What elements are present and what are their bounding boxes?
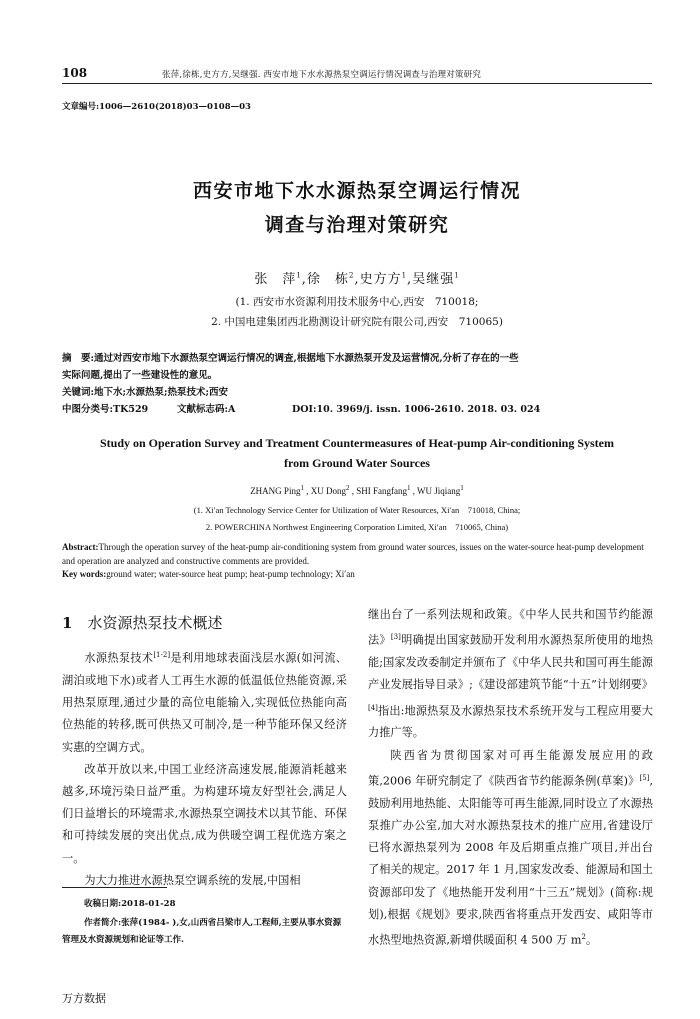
- footnote-divider: [62, 887, 167, 888]
- author-separator: ,: [303, 486, 311, 496]
- paragraph-text: 明确提出国家鼓励开发利用水源热泵所使用的地热能;国家发改委制定并颁布了《中华人民共和国可再生能源产业发展指导目录》;《建设部建筑节能“十五”计划纲要》: [368, 633, 653, 692]
- doi-field: [292, 404, 540, 415]
- paragraph: 改革开放以来,中国工业经济高速发展,能源消耗越来越多,环境污染日益严重。为构建环境友好型社会,满足人们日益增长的环境需求,水源热泵空调技术以其节能、环保和可持续发展的突出优点,成为供暖空调工程优选方案之一。: [62, 762, 347, 865]
- keywords-en-label: Key words:: [62, 569, 107, 579]
- article-number: 文章编号:1006—2610(2018)03—0108—03: [62, 102, 251, 112]
- paragraph-text: 。: [585, 933, 598, 947]
- citation: [1-2]: [153, 651, 171, 659]
- english-author-mark: 1: [300, 484, 304, 492]
- superscript: 2: [581, 933, 586, 942]
- running-header: [62, 66, 652, 84]
- paragraph-text: 是利用地球表面浅层水源(如河流、湖泊或地下水)或者人工再生水源的低温低位热能资源,采用热泵原理,通过少量的高位电能输入,实现低位热能向高位热能的转移,既可供热又可制冷,是一种节能环保又经济实惠的空调方式。: [62, 651, 347, 754]
- abstract-cn-text-2: 实际问题,提出了一些建设性的意见。: [62, 370, 218, 381]
- affiliation-2: 2. 中国电建集团西北勘测设计研究院有限公司,西安 710065): [211, 316, 503, 328]
- english-title-line-1: Study on Operation Survey and Treatment Countermeasures of Heat-pump Air-conditioning System: [99, 436, 615, 450]
- keywords-en-text: ground water; water-source heat pump; heat-pump technology; Xi′an: [106, 569, 355, 579]
- english-title-line-2: from Ground Water Sources: [284, 456, 430, 470]
- abstract-cn-label: 摘 要:: [62, 353, 95, 364]
- page-number: 108: [62, 66, 88, 80]
- footnote-author-bio: 作者简介:张萍(1984- ),女,山西省吕梁市人,工程师,主要从事水资源管理及水资源规划和论证等工作.: [62, 918, 342, 945]
- section-1-heading: [62, 612, 222, 633]
- title-line-2: 调查与治理对策研究: [264, 214, 450, 236]
- english-author-name: SHI Fangfang: [356, 486, 407, 496]
- paragraph-text: ,鼓励利用地热能、太阳能等可再生能源,同时设立了水源热泵推广办公室,加大对水源热泵技术的推广应用,省建设厅已将水源热泵列为 2008 年及后期重点推广项目,并出台了相关的规定。2017 年 1 月,国家发改委、能源局和国土资源部印发了《地热能开发利用“十三五”规划》(简称:规划),根据《规划》要求,陕西省将重点开发西安、咸阳等市水热型地热资源,新增供暖面积 4 500 万 m: [368, 774, 653, 947]
- author-name: 史方方: [359, 272, 402, 287]
- author-name: 徐 栋: [306, 272, 349, 287]
- author-list: 张 萍$^1$,徐 栋$^2$,史方方$^1$,吴继强$^1$: [254, 271, 460, 287]
- english-author-mark: 1: [406, 484, 411, 492]
- english-affiliation-1: (1. Xi′an Technology Service Center for Utilization of Water Resources, Xi′an 710018, China;: [193, 505, 521, 515]
- left-column: [62, 644, 347, 892]
- doc-code-label: 文献标志码:: [177, 404, 229, 415]
- english-author-mark: 1: [460, 484, 464, 492]
- author-affiliation-mark: 1: [296, 271, 302, 280]
- author-affiliation-mark: 1: [401, 271, 408, 280]
- author-name: 张 萍: [254, 272, 297, 287]
- citation: [3]: [390, 633, 401, 642]
- affiliation-1: (1. 西安市水资源利用技术服务中心,西安 710018;: [235, 296, 479, 308]
- clc-field: [62, 401, 177, 418]
- english-author-name: WU Jiqiang: [417, 486, 461, 496]
- watermark-text: 万方数据: [62, 992, 106, 1005]
- doi-value: 10. 3969/j. issn. 1006-2610. 2018. 03. 024: [316, 404, 541, 415]
- doc-code-field: [177, 401, 292, 418]
- author-separator: ,: [410, 486, 418, 496]
- abstract-en: [62, 541, 652, 582]
- author-separator: ,: [349, 486, 357, 496]
- received-date: 收稿日期:2018-01-28: [84, 899, 176, 909]
- english-author-mark: 2: [345, 484, 350, 492]
- title-line-1: 西安市地下水水源热泵空调运行情况: [192, 180, 521, 202]
- paragraph-text: 水源热泵技术: [84, 651, 154, 665]
- paragraph-text: 指出:地源热泵及水源热泵技术系统开发与工程应用要大力推广等。: [368, 704, 653, 740]
- abstract-cn-text-1: 通过对西安市地下水源热泵空调运行情况的调查,根据地下水源热泵开发及运营情况,分析了存在的一些: [94, 353, 519, 364]
- paragraph: 为大力推进水源热泵空调系统的发展,中国相: [84, 873, 301, 887]
- paragraph-text: 继出台了一系列法规和政策。《中华人民共和国节约能源法》: [368, 608, 653, 647]
- abstract-cn: [62, 350, 652, 418]
- paragraph: [368, 745, 653, 952]
- author-affiliation-mark: 2: [348, 271, 355, 280]
- english-author-name: ZHANG Ping: [250, 486, 301, 496]
- keywords-cn-text: 地下水;水源热泵;热泵技术;西安: [94, 387, 229, 398]
- citation: [4]: [368, 703, 378, 712]
- abstract-en-text: Through the operation survey of the heat-pump air-conditioning system from ground water sources, issues on the water-source heat-pump development and operation are analyzed and constructive comments are provided.: [62, 542, 644, 566]
- author-affiliation-mark: 1: [454, 271, 460, 280]
- english-affiliation-2: 2. POWERCHINA Northwest Engineering Corporation Limited, Xi′an 710065, China): [205, 522, 509, 532]
- right-column: [368, 604, 653, 952]
- running-title: 张萍,徐栋,史方方,吴继强. 西安市地下水水源热泵空调运行情况调查与治理对策研究: [162, 70, 482, 80]
- footnote-received: [62, 896, 347, 913]
- section-title: 水资源热泵技术概述: [87, 614, 223, 632]
- paragraph-text: 陕西省为贯彻国家对可再生能源发展应用的政策,2006 年研究制定了《陕西省节约能源条例(草案)》: [368, 748, 653, 788]
- doi-label: DOI:: [292, 404, 317, 415]
- english-author-name: XU Dong: [310, 486, 346, 496]
- author-name: 吴继强: [412, 272, 455, 287]
- paragraph: [62, 644, 347, 759]
- clc-value: TK529: [113, 404, 149, 415]
- citation: [5]: [639, 773, 650, 782]
- paragraph: [368, 604, 653, 745]
- clc-label: 中图分类号:: [62, 404, 114, 415]
- section-number: 1: [62, 614, 73, 632]
- doc-code-value: A: [228, 404, 236, 415]
- abstract-en-label: Abstract:: [62, 542, 99, 552]
- keywords-cn-label: 关键词:: [62, 387, 95, 398]
- english-author-list: [62, 484, 652, 496]
